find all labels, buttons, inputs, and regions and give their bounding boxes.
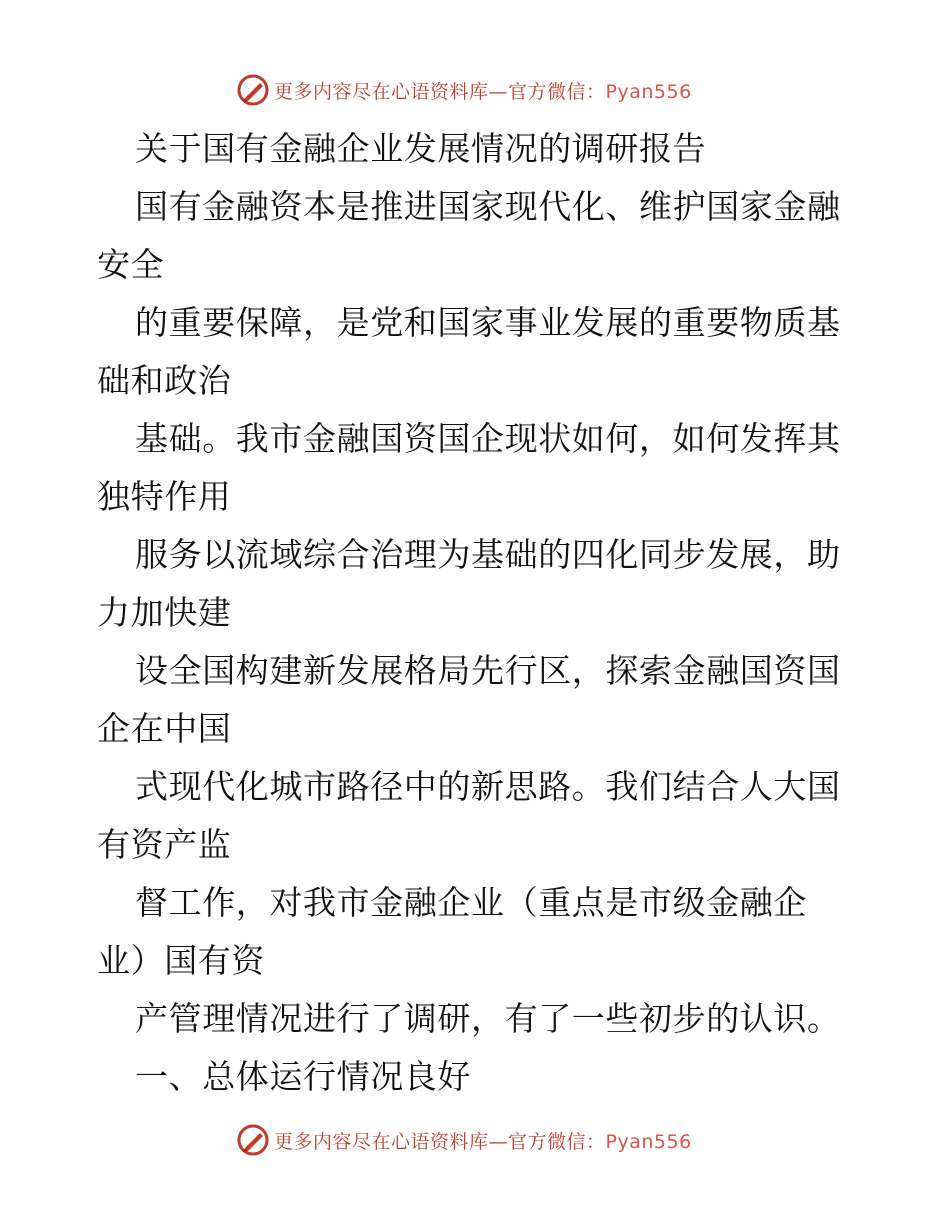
text-line: 关于国有金融企业发展情况的调研报告: [135, 129, 707, 168]
text-line: 服务以流域综合治理为基础的四化同步发展，助: [135, 535, 841, 574]
document-body: [97, 120, 857, 1106]
text-line: 基础。我市金融国资国企现状如何，如何发挥其: [135, 419, 841, 458]
text-line: 业）国有资: [97, 941, 265, 980]
text-line: 企在中国: [97, 709, 232, 748]
watermark-text: 更多内容尽在心语资料库—官方微信：Pyan556: [274, 1130, 692, 1153]
watermark-banner-top: [236, 72, 692, 108]
watermark-banner-bottom: [236, 1122, 692, 1158]
text-line: 安全: [97, 245, 165, 284]
text-line: 一、总体运行情况良好: [135, 1057, 471, 1096]
text-line: 的重要保障，是党和国家事业发展的重要物质基: [135, 303, 841, 342]
text-line: 督工作，对我市金融企业（重点是市级金融企: [135, 883, 807, 922]
text-line: 设全国构建新发展格局先行区，探索金融国资国: [135, 651, 841, 690]
text-line: 国有金融资本是推进国家现代化、维护国家金融: [135, 187, 841, 226]
text-line: 有资产监: [97, 825, 232, 864]
text-line: 础和政治: [97, 361, 232, 400]
pen-logo-icon: [236, 1123, 270, 1157]
text-line: 式现代化城市路径中的新思路。我们结合人大国: [135, 767, 841, 806]
watermark-text: 更多内容尽在心语资料库—官方微信：Pyan556: [274, 80, 692, 103]
text-line: 独特作用: [97, 477, 232, 516]
text-line: 产管理情况进行了调研，有了一些初步的认识。: [135, 999, 841, 1038]
pen-logo-icon: [236, 73, 270, 107]
text-line: 力加快建: [97, 593, 232, 632]
